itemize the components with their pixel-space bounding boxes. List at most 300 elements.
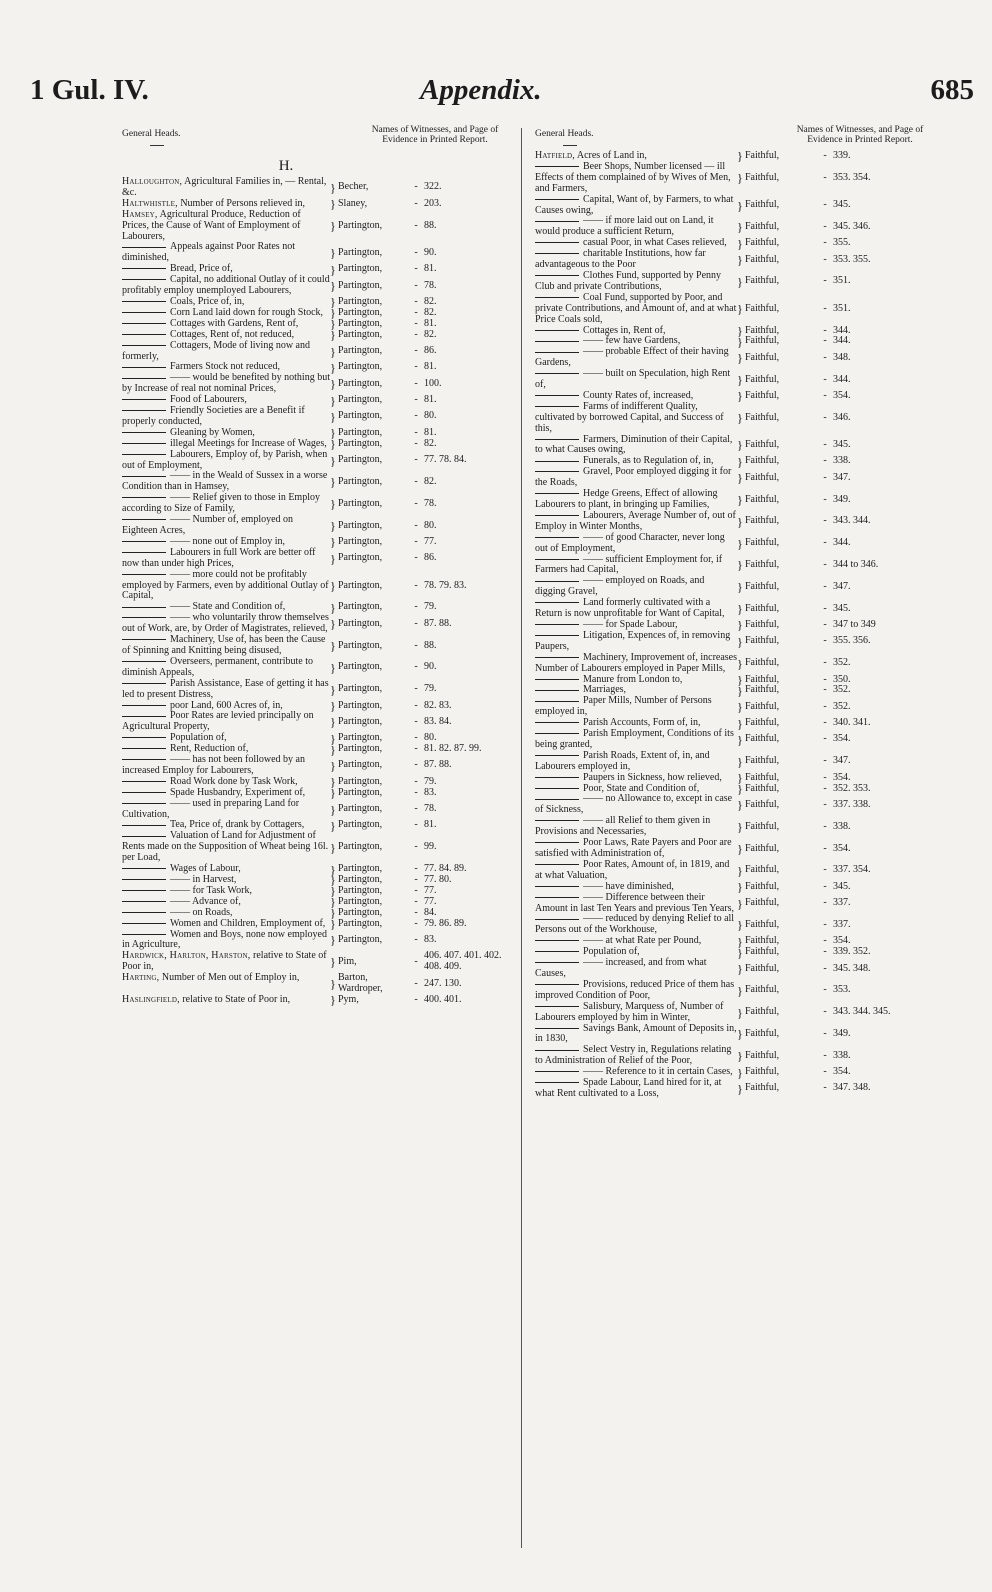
general-heads-label: General Heads. <box>535 129 594 139</box>
index-entry <box>535 1045 935 1067</box>
header-rule <box>150 145 164 146</box>
ditto-rule <box>535 221 579 222</box>
separator-dash: - <box>414 579 418 591</box>
separator-dash: - <box>823 302 827 314</box>
index-entry <box>122 613 510 635</box>
separator-dash: - <box>414 895 418 907</box>
brace-glyph: } <box>330 578 336 593</box>
separator-dash: - <box>414 639 418 651</box>
witness-name: Faithful, <box>745 580 780 592</box>
ditto-rule <box>535 842 579 843</box>
entry-text: Capital, Want of, by Farmers, to what Causes owing, <box>535 193 734 216</box>
brace-glyph: } <box>330 775 336 790</box>
brace-glyph: } <box>737 934 743 949</box>
separator-dash: - <box>414 328 418 340</box>
witness-name: Partington, <box>338 819 383 831</box>
brace-glyph: } <box>737 716 743 731</box>
page-reference: 339. 352. <box>833 946 871 958</box>
index-entry <box>122 471 510 493</box>
entry-subject <box>122 242 330 264</box>
entry-subject <box>122 755 330 777</box>
brace-glyph: } <box>330 377 336 392</box>
witness-name: Faithful, <box>745 782 780 794</box>
entry-text: Farms of indifferent Quality, cultivated by borrowed Capital, and Success of this, <box>535 400 724 434</box>
entry-text: Coal Fund, supported by Poor, and private Contributions, and Amount of, and at what Price Coals sold, <box>535 291 737 325</box>
index-entry <box>535 794 935 816</box>
entry-subject <box>535 435 737 457</box>
brace-glyph: } <box>330 818 336 833</box>
page-reference: 344. <box>833 373 851 385</box>
entry-subject <box>535 489 737 511</box>
page-reference: 352. <box>833 700 851 712</box>
entry-text: Overseers, permanent, contribute to diminish Appeals, <box>122 655 314 678</box>
ditto-rule <box>535 886 579 887</box>
entry-text: Agricultural Families in, — Rental, &c. <box>122 176 327 198</box>
page-reference: 78. <box>424 803 437 815</box>
index-entry <box>535 489 935 511</box>
brace-glyph: } <box>737 1081 743 1096</box>
index-entry <box>535 249 935 271</box>
witness-name: Faithful, <box>745 618 780 630</box>
brace-glyph: } <box>737 798 743 813</box>
brace-glyph: } <box>737 1027 743 1042</box>
entry-text: Land formerly cultivated with a Return is now unprofitable for Want of Capital, <box>535 597 725 620</box>
ditto-rule <box>122 661 166 662</box>
separator-dash: - <box>823 493 827 505</box>
brace-glyph: } <box>330 840 336 855</box>
ditto-rule <box>535 559 579 560</box>
brace-glyph: } <box>737 1049 743 1064</box>
index-entry <box>535 1002 935 1024</box>
entry-subject <box>535 598 737 620</box>
entry-text: Labourers, Average Number of, out of Employ in Winter Months, <box>535 509 736 532</box>
entry-text: —— in Harvest, <box>170 874 237 885</box>
witness-name: Partington, <box>338 863 383 875</box>
ditto-rule <box>122 399 166 400</box>
witness-name: Faithful, <box>745 1049 780 1061</box>
separator-dash: - <box>823 842 827 854</box>
witness-name: Partington, <box>338 426 383 438</box>
separator-dash: - <box>414 246 418 258</box>
brace-glyph: } <box>737 438 743 453</box>
ditto-rule <box>535 166 579 167</box>
separator-dash: - <box>414 917 418 929</box>
entry-text: Farmers Stock not reduced, <box>170 361 280 373</box>
brace-glyph: } <box>737 961 743 976</box>
page-reference: 86. <box>424 552 437 564</box>
witness-name: Partington, <box>338 454 383 466</box>
ditto-rule <box>122 410 166 411</box>
index-entry <box>122 951 510 973</box>
entry-text: Labourers, Employ of, by Parish, when out of Employment, <box>122 448 328 471</box>
ditto-rule <box>122 323 166 324</box>
ditto-rule <box>122 803 166 804</box>
brace-glyph: } <box>737 732 743 747</box>
page-reference: 340. 341. <box>833 717 871 729</box>
ditto-rule <box>122 737 166 738</box>
entry-subject <box>122 613 330 635</box>
brace-glyph: } <box>330 197 336 212</box>
entry-text: Population of, <box>170 732 227 744</box>
page-reference: 354. <box>833 733 851 745</box>
witness-name: Faithful, <box>745 717 780 729</box>
index-entry <box>535 347 935 369</box>
ditto-rule <box>535 679 579 680</box>
ditto-rule <box>122 345 166 346</box>
separator-dash: - <box>414 786 418 798</box>
entry-text: relative to State of Poor in, <box>122 950 327 973</box>
ditto-rule <box>535 1071 579 1072</box>
page-reference: 81. <box>424 426 437 438</box>
brace-glyph: } <box>330 993 336 1008</box>
entry-text: Tea, Price of, drank by Cottagers, <box>170 819 305 831</box>
entry-subject <box>535 467 737 489</box>
witness-name: Partington, <box>338 639 383 651</box>
entry-text: —— at what Rate per Pound, <box>583 935 702 947</box>
witness-name: Faithful, <box>745 351 780 363</box>
page-reference: 77. <box>424 895 437 907</box>
ditto-rule <box>122 301 166 302</box>
entry-subject <box>122 711 330 733</box>
page-reference: 400. 401. <box>424 993 462 1005</box>
brace-glyph: } <box>330 617 336 632</box>
separator-dash: - <box>823 755 827 767</box>
separator-dash: - <box>414 426 418 438</box>
separator-dash: - <box>823 1082 827 1094</box>
brace-glyph: } <box>737 842 743 856</box>
entry-subject <box>122 493 330 515</box>
page-reference: 350. <box>833 673 851 685</box>
witness-name: Partington, <box>338 699 383 711</box>
ditto-rule <box>122 825 166 826</box>
ditto-rule <box>535 199 579 200</box>
index-entry <box>122 755 510 777</box>
page-reference: 345. 348. <box>833 962 871 974</box>
separator-dash: - <box>414 841 418 853</box>
witness-heading: Names of Witnesses, and Page of Evidence in Printed Report. <box>371 125 499 145</box>
brace-glyph: } <box>737 493 743 507</box>
entry-subject <box>122 657 330 679</box>
index-entry <box>535 631 935 653</box>
entry-text: —— probable Effect of their having Gardens, <box>535 346 729 369</box>
entry-text: Parish Employment, Conditions of its being granted, <box>535 728 734 750</box>
ditto-rule <box>122 912 166 913</box>
witness-name: Faithful, <box>745 335 780 347</box>
witness-name: Faithful, <box>745 673 780 685</box>
entry-subject <box>122 450 330 472</box>
index-entry <box>535 293 935 326</box>
entry-subject <box>535 816 737 838</box>
ditto-rule <box>122 312 166 313</box>
page-reference: 344. <box>833 324 851 336</box>
separator-dash: - <box>823 684 827 696</box>
separator-dash: - <box>823 782 827 794</box>
separator-dash: - <box>823 864 827 876</box>
index-entry <box>535 958 935 980</box>
separator-dash: - <box>414 732 418 744</box>
brace-glyph: } <box>330 360 336 375</box>
entry-text: Manure from London to, <box>583 673 683 685</box>
witness-name: Partington, <box>338 715 383 727</box>
brace-glyph: } <box>737 198 743 213</box>
separator-dash: - <box>414 715 418 727</box>
page-reference: 77. 84. 89. <box>424 863 467 875</box>
entry-text: Corn Land laid down for rough Stock, <box>170 306 324 318</box>
separator-dash: - <box>823 455 827 467</box>
entry-subject <box>535 1024 737 1046</box>
separator-dash: - <box>823 1006 827 1018</box>
entry-subject <box>122 679 330 701</box>
entry-text: County Rates of, increased, <box>583 389 694 401</box>
page-reference: 81. <box>424 394 437 406</box>
ditto-rule <box>535 820 579 821</box>
entry-subject <box>535 751 737 773</box>
ditto-rule <box>535 1028 579 1029</box>
index-entry <box>535 816 935 838</box>
separator-dash: - <box>414 475 418 487</box>
separator-dash: - <box>823 471 827 483</box>
separator-dash: - <box>823 1066 827 1078</box>
page-reference: 322. <box>424 181 442 193</box>
brace-glyph: } <box>330 306 336 321</box>
brace-glyph: } <box>737 411 743 426</box>
entry-text: Cottages with Gardens, Rent of, <box>170 317 299 329</box>
brace-glyph: } <box>330 551 336 566</box>
witness-name: Faithful, <box>745 220 780 232</box>
ditto-rule <box>122 268 166 269</box>
ditto-rule <box>535 1006 579 1007</box>
witness-name: Partington, <box>338 475 383 487</box>
ditto-rule <box>122 792 166 793</box>
separator-dash: - <box>414 683 418 695</box>
ditto-rule <box>535 755 579 756</box>
brace-glyph: } <box>330 246 336 261</box>
ditto-rule <box>122 716 166 717</box>
brace-glyph: } <box>330 475 336 490</box>
separator-dash: - <box>823 515 827 527</box>
witness-name: Partington, <box>338 437 383 449</box>
entry-text: Machinery, Improvement of, increases Number of Labourers employed in Paper Mills, <box>535 651 738 674</box>
left-column <box>122 125 510 1006</box>
entry-text: —— all Relief to them given in Provisions and Necessaries, <box>535 815 711 838</box>
brace-glyph: } <box>330 933 336 948</box>
brace-glyph: } <box>330 682 336 697</box>
index-entry <box>122 373 510 395</box>
separator-dash: - <box>414 295 418 307</box>
separator-dash: - <box>414 993 418 1005</box>
page-reference: 347. <box>833 755 851 767</box>
separator-dash: - <box>823 946 827 958</box>
index-entry <box>122 242 510 264</box>
brace-glyph: } <box>737 880 743 895</box>
page-reference: 344. <box>833 335 851 347</box>
witness-name: Faithful, <box>745 798 780 810</box>
separator-dash: - <box>414 933 418 945</box>
separator-dash: - <box>823 798 827 810</box>
witness-name: Faithful, <box>745 733 780 745</box>
entry-text: Cottagers, Mode of living now and formerly, <box>122 339 310 362</box>
separator-dash: - <box>823 771 827 783</box>
witness-name: Partington, <box>338 906 383 918</box>
entry-text: Litigation, Expences of, in removing Paupers, <box>535 629 731 652</box>
brace-glyph: } <box>330 862 336 877</box>
page-reference: 82. <box>424 437 437 449</box>
index-entry <box>535 751 935 773</box>
separator-dash: - <box>823 537 827 549</box>
separator-dash: - <box>414 306 418 318</box>
brace-glyph: } <box>737 1065 743 1080</box>
entry-subject <box>122 341 330 363</box>
witness-name: Partington, <box>338 803 383 815</box>
entry-subject <box>122 635 330 657</box>
index-entry <box>122 657 510 679</box>
page-reference: 80. <box>424 732 437 744</box>
ditto-rule <box>535 581 579 582</box>
index-entry <box>535 271 935 293</box>
entry-text: Women and Children, Employment of, <box>170 917 326 929</box>
entry-text: Valuation of Land for Adjustment of Rents made on the Supposition of Wheat being 16l. per Load, <box>122 830 329 864</box>
index-entry <box>122 570 510 603</box>
ditto-rule <box>535 701 579 702</box>
witness-name: Faithful, <box>745 537 780 549</box>
witness-name: Partington, <box>338 917 383 929</box>
separator-dash: - <box>823 351 827 363</box>
separator-dash: - <box>414 377 418 389</box>
brace-glyph: } <box>737 918 743 933</box>
right-column-header <box>535 125 935 151</box>
page-reference: 352. <box>833 657 851 669</box>
separator-dash: - <box>823 275 827 287</box>
separator-dash: - <box>823 1027 827 1039</box>
separator-dash: - <box>414 819 418 831</box>
page-reference: 351. <box>833 302 851 314</box>
brace-glyph: } <box>330 219 336 234</box>
entry-text: —— built on Speculation, high Rent of, <box>535 368 731 391</box>
entry-subject <box>535 893 737 915</box>
entry-text: Food of Labourers, <box>170 394 247 406</box>
entry-text: —— none out of Employ in, <box>170 535 285 547</box>
witness-name: Partington, <box>338 732 383 744</box>
separator-dash: - <box>823 1049 827 1061</box>
ditto-rule <box>122 454 166 455</box>
witness-name: Faithful, <box>745 657 780 669</box>
separator-dash: - <box>414 775 418 787</box>
witness-name: Faithful, <box>745 962 780 974</box>
brace-glyph: } <box>330 426 336 441</box>
entry-text: Number of Men out of Employ in, <box>161 972 300 984</box>
header-rule <box>563 145 577 146</box>
ditto-rule <box>122 607 166 608</box>
page-reference: 354. <box>833 1066 851 1078</box>
separator-dash: - <box>414 497 418 509</box>
entry-subject <box>122 373 330 395</box>
page-reference: 347 to 349 <box>833 618 876 630</box>
entry-text: relative to State of Poor in, <box>182 993 291 1005</box>
witness-name: Faithful, <box>745 935 780 947</box>
page-reference: 347. <box>833 471 851 483</box>
index-entry <box>535 1024 935 1046</box>
entry-text: —— for Task Work, <box>170 884 253 896</box>
entry-subject <box>122 995 330 1006</box>
ditto-rule <box>535 984 579 985</box>
brace-glyph: } <box>737 754 743 769</box>
witness-name: Faithful, <box>745 471 780 483</box>
separator-dash: - <box>823 237 827 249</box>
entry-text: Salisbury, Marquess of, Number of Labourers employed by him in Winter, <box>535 1000 724 1023</box>
entry-text: —— Difference between their Amount in last Ten Years and previous Ten Years, <box>535 891 735 914</box>
separator-dash: - <box>823 558 827 570</box>
index-entry <box>535 598 935 620</box>
brace-glyph: } <box>737 634 743 649</box>
page-reference: 337. 354. <box>833 864 871 876</box>
witness-name: Partington, <box>338 497 383 509</box>
entry-text: —— Relief given to those in Employ according to Size of Family, <box>122 492 320 515</box>
brace-glyph: } <box>737 983 743 998</box>
witness-name: Becher, <box>338 181 369 193</box>
page-reference: 348. <box>833 351 851 363</box>
entry-subject <box>122 515 330 537</box>
entry-text: Friendly Societies are a Benefit if properly conducted, <box>122 405 305 427</box>
entry-subject <box>535 347 737 369</box>
brace-glyph: } <box>737 580 743 595</box>
entry-text: —— who voluntarily throw themselves out of Work, are, by Order of Magistrates, relieved, <box>122 612 329 635</box>
entry-subject <box>122 930 330 952</box>
general-heads-label: General Heads. <box>122 129 181 139</box>
brace-glyph: } <box>330 344 336 359</box>
separator-dash: - <box>414 263 418 275</box>
page-reference: 83. <box>424 933 437 945</box>
index-entry <box>122 973 510 995</box>
witness-name: Faithful, <box>745 411 780 423</box>
witness-name: Faithful, <box>745 558 780 570</box>
brace-glyph: } <box>737 253 743 268</box>
entry-text: —— Advance of, <box>170 895 241 907</box>
page-reference: 83. <box>424 786 437 798</box>
separator-dash: - <box>823 984 827 996</box>
entry-text: Gleaning by Women, <box>170 426 255 438</box>
ditto-rule <box>122 432 166 433</box>
witness-name: Partington, <box>338 683 383 695</box>
entry-text: Spade Husbandry, Experiment of, <box>170 786 306 798</box>
page-reference: 77. <box>424 884 437 896</box>
entry-subject <box>535 958 737 980</box>
entry-text: —— in the Weald of Sussex in a worse Condition than in Hamsey, <box>122 470 328 493</box>
page-reference: 78. <box>424 279 437 291</box>
entry-text: Parish Assistance, Ease of getting it has led to present Distress, <box>122 677 329 700</box>
witness-name: Faithful, <box>745 864 780 876</box>
entry-subject <box>535 914 737 936</box>
left-column-header <box>122 125 510 151</box>
witness-name: Partington, <box>338 841 383 853</box>
ditto-rule <box>535 602 579 603</box>
entry-subject <box>535 794 737 816</box>
witness-name: Partington, <box>338 933 383 945</box>
entry-text: Machinery, Use of, has been the Cause of Spinning and Knitting being disused, <box>122 634 326 656</box>
page-reference: 203. <box>424 197 442 209</box>
entry-subject <box>535 1045 737 1067</box>
entry-subject <box>535 402 737 435</box>
witness-name: Partington, <box>338 884 383 896</box>
entry-text: —— employed on Roads, and digging Gravel, <box>535 575 705 598</box>
ditto-rule <box>122 705 166 706</box>
witness-name: Faithful, <box>745 1066 780 1078</box>
page-reference: 100. <box>424 377 442 389</box>
ditto-rule <box>122 934 166 935</box>
witness-name: Partington, <box>338 279 383 291</box>
page-reference: 82. 83. <box>424 699 452 711</box>
index-entry <box>535 653 935 675</box>
index-entry <box>535 435 935 457</box>
